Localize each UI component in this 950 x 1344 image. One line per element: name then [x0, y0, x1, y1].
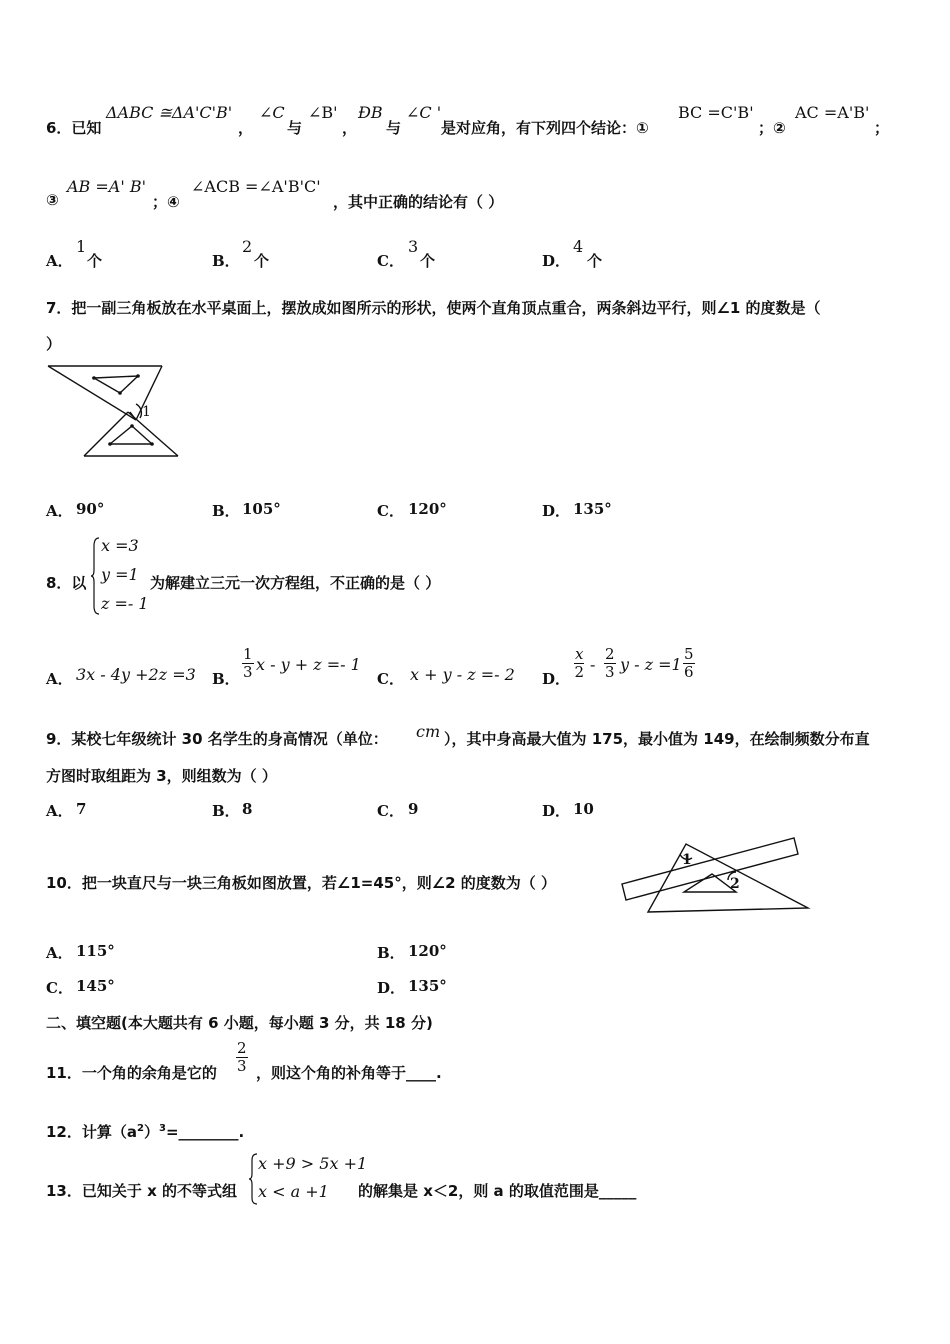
q6-congruence: ΔABC ≅ΔA'C'B' — [106, 103, 233, 122]
q10-angle-1-label: 1 — [682, 852, 692, 868]
section-2-title: 二、填空题(本大题共有 6 小题，每小题 3 分，共 18 分) — [46, 1014, 433, 1032]
q6-angle-cp: ∠C ' — [406, 103, 442, 122]
q6-number: 6．已知 — [46, 119, 102, 137]
q8-brace — [90, 536, 100, 616]
q9-unit: cm — [416, 722, 441, 741]
q11-fraction: $\frac{2}{3}$ — [237, 1039, 247, 1075]
q13-ineq-2: x < a +1 — [258, 1182, 329, 1201]
q6-angle-b: ÐB — [358, 103, 383, 122]
q6-conclusion-1: BC =C'B' — [678, 103, 754, 122]
q11-blank[interactable]: ，则这个角的补角等于____. — [256, 1064, 442, 1082]
q7-angle-label: 1 — [142, 404, 151, 420]
q6-angle-bp: ∠B' — [308, 103, 338, 122]
q6-conclusion-2: AC =A'B' — [795, 103, 870, 122]
q8-number: 8．以 — [46, 574, 87, 592]
q9-stem: 9．某校七年级统计 30 名学生的身高情况（单位： — [46, 730, 388, 748]
q6-angle-c: ∠C — [259, 103, 285, 122]
q13-brace — [248, 1152, 258, 1206]
q6-conclusion-3: AB =A' B' — [67, 177, 146, 196]
q13-ineq-1: x +9 > 5x +1 — [258, 1154, 368, 1173]
q10-stem: 10．把一块直尺与一块三角板如图放置，若∠1=45°，则∠2 的度数为（ ） — [46, 874, 557, 892]
q8-eq-z: z =- 1 — [101, 594, 149, 613]
q10-angle-2-label: 2 — [730, 876, 740, 892]
q8-eq-y: y =1 — [101, 565, 139, 584]
q8-eq-x: x =3 — [101, 536, 139, 555]
q7-triangle-figure — [44, 360, 184, 462]
q13-blank[interactable]: 的解集是 x＜2，则 a 的取值范围是_____ — [358, 1182, 637, 1200]
q6-conclusion-4: ∠ACB =∠A'B'C' — [191, 177, 321, 196]
q12-blank[interactable]: =________. — [165, 1123, 245, 1141]
q7-stem: 7．把一副三角板放在水平桌面上，摆放成如图所示的形状，使两个直角顶点重合，两条斜边平行，则∠1 的度数是（ — [46, 299, 821, 317]
q10-ruler-triangle-figure — [618, 830, 818, 920]
